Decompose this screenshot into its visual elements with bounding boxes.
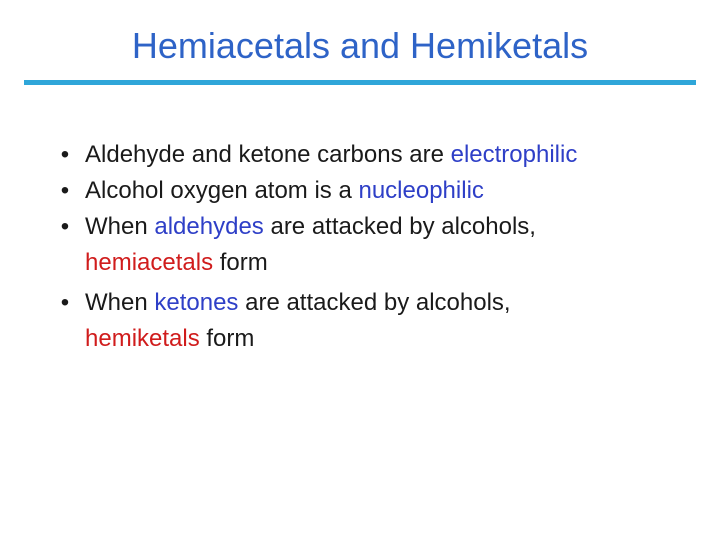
term-ketones: ketones	[154, 289, 239, 316]
term-hemiketals: hemiketals	[85, 325, 200, 352]
bullet-text: When	[85, 213, 155, 240]
title-underline-rule	[24, 80, 696, 85]
bullet-dot-icon: •	[60, 141, 70, 168]
bullet-list	[58, 137, 698, 357]
bullet-dot-icon: •	[60, 289, 70, 316]
bullet-dot-icon: •	[60, 177, 70, 204]
bullet-item-nucleophilic	[58, 173, 698, 209]
term-hemiacetals: hemiacetals	[85, 249, 214, 276]
bullet-text: Aldehyde and ketone carbons are	[85, 141, 451, 168]
bullet-text: are attacked by alcohols,	[263, 213, 536, 240]
bullet-item-electrophilic	[58, 137, 698, 173]
bullet-item-hemiacetals	[58, 209, 698, 281]
bullet-text: form	[199, 325, 255, 352]
term-nucleophilic: nucleophilic	[358, 177, 484, 204]
bullet-text: form	[213, 249, 268, 276]
term-aldehydes: aldehydes	[154, 213, 264, 240]
bullet-text: Alcohol oxygen atom is a	[85, 177, 359, 204]
bullet-item-hemiketals	[58, 285, 698, 357]
bullet-text: are attacked by alcohols,	[238, 289, 511, 316]
slide-title: Hemiacetals and Hemiketals	[131, 25, 589, 66]
bullet-dot-icon: •	[60, 213, 70, 240]
term-electrophilic: electrophilic	[450, 141, 578, 168]
bullet-text: When	[85, 289, 155, 316]
